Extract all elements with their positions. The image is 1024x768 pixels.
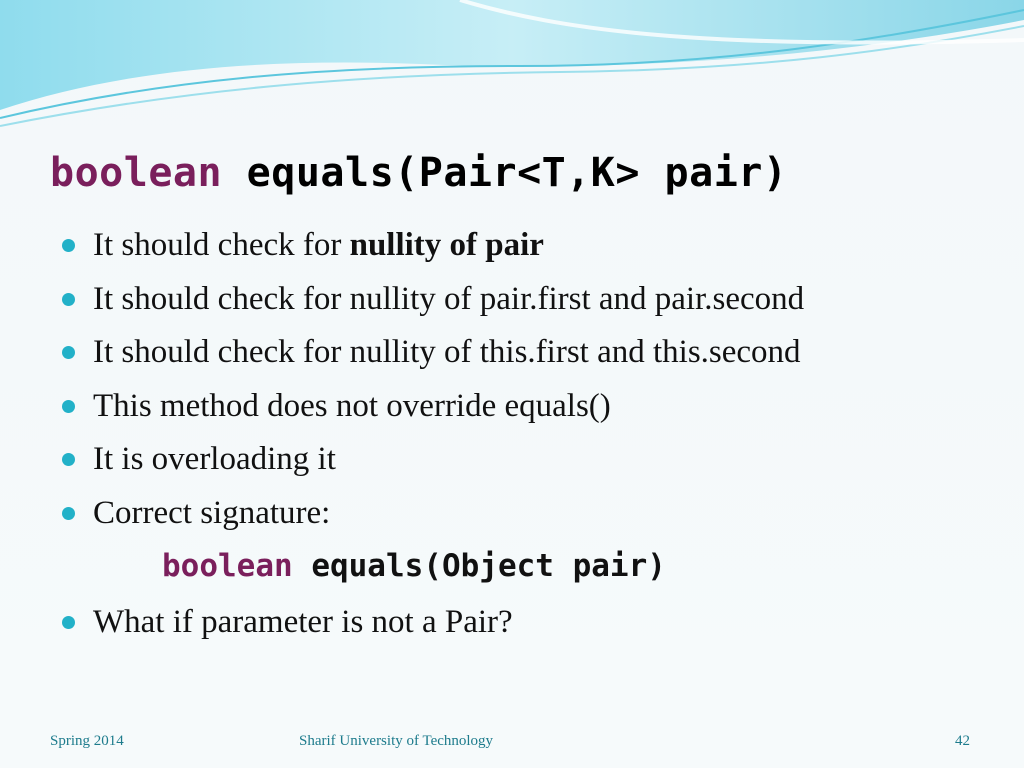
bullet-dot-icon bbox=[62, 400, 75, 413]
code-signature-line bbox=[62, 541, 1002, 597]
bullet-text: This method does not override equals() bbox=[93, 387, 611, 424]
slide-number: 42 bbox=[955, 733, 970, 749]
bullet-bold-text: nullity of pair bbox=[349, 227, 544, 263]
bullet-dot-icon bbox=[62, 453, 75, 466]
bullet-item bbox=[62, 220, 1002, 274]
bullet-text: Correct signature: bbox=[93, 494, 331, 531]
title-keyword: boolean bbox=[50, 150, 223, 196]
bullet-dot-icon bbox=[62, 507, 75, 520]
bullet-dot-icon bbox=[62, 239, 75, 252]
code-keyword: boolean bbox=[162, 548, 293, 584]
bullet-item bbox=[62, 274, 1002, 328]
footer-date: Spring 2014 bbox=[50, 733, 124, 749]
bullet-text: It should check for nullity of pair.first and pair.second bbox=[93, 280, 805, 317]
footer-institution: Sharif University of Technology bbox=[299, 733, 494, 749]
bullet-item bbox=[62, 381, 1002, 435]
slide-title bbox=[50, 150, 787, 196]
bullet-dot-icon bbox=[62, 616, 75, 629]
code-signature: equals(Object pair) bbox=[292, 548, 666, 584]
title-signature: equals(Pair<T,K> pair) bbox=[222, 150, 788, 196]
bullet-item bbox=[62, 488, 1002, 542]
bullet-text: What if parameter is not a Pair? bbox=[93, 604, 513, 640]
bullet-item bbox=[62, 327, 1002, 381]
bullet-text: It is overloading it bbox=[93, 441, 336, 477]
bullet-list bbox=[62, 220, 1002, 651]
bullet-text: It should check for nullity of this.first and this.second bbox=[93, 334, 801, 370]
bullet-dot-icon bbox=[62, 293, 75, 306]
bullet-dot-icon bbox=[62, 346, 75, 359]
header-wave-decoration bbox=[0, 0, 1024, 140]
bullet-text: It should check for bbox=[93, 227, 350, 263]
bullet-item bbox=[62, 597, 1002, 651]
bullet-item bbox=[62, 434, 1002, 488]
